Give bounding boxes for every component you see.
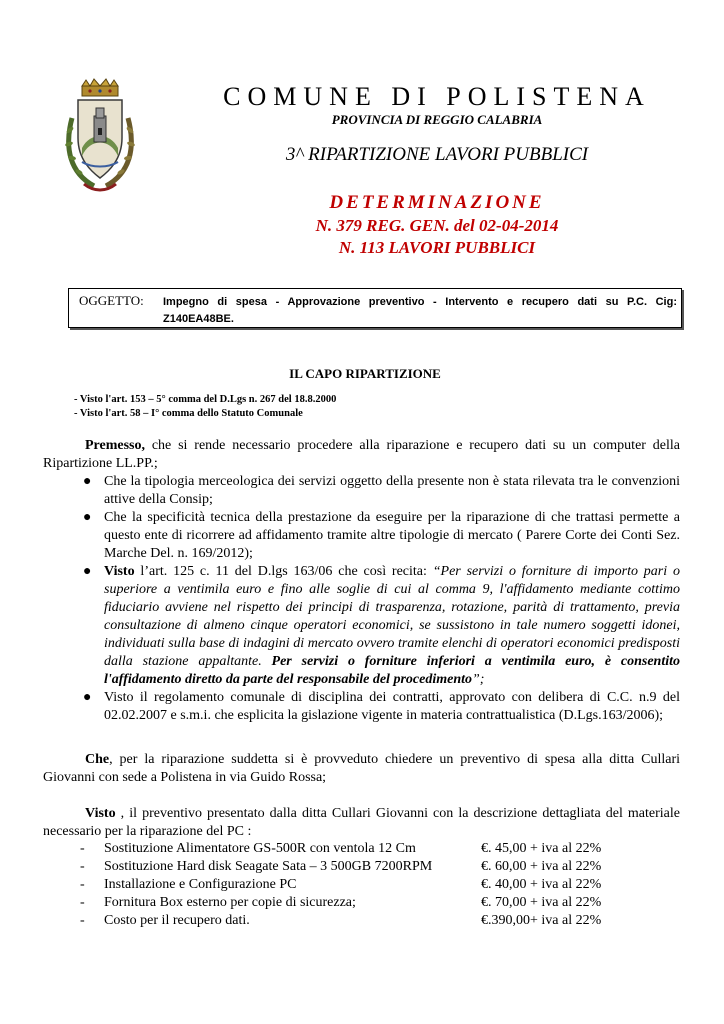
comune-title: COMUNE DI POLISTENA — [223, 82, 651, 111]
cost-label: Sostituzione Hard disk Seagate Sata – 3 500GB 7200RPM — [104, 859, 433, 874]
premesso-lead: Premesso, — [85, 438, 145, 453]
cost-label: Sostituzione Alimentatore GS-500R con ventola 12 Cm — [104, 841, 416, 856]
bullet-text-3 — [104, 563, 680, 689]
dash-icon: - — [80, 841, 85, 856]
visto-norma-1: - Visto l'art. 153 – 5° comma del D.Lgs n. 267 del 18.8.2000 — [74, 394, 337, 405]
capo-heading: IL CAPO RIPARTIZIONE — [289, 366, 441, 381]
bullet-icon: ● — [83, 474, 92, 489]
bullet3-end: ”; — [472, 672, 485, 687]
cost-price: €.390,00+ iva al 22% — [481, 913, 602, 928]
bullet-text-2: Che la specificità tecnica della prestazione da eseguire per la riparazione di che trattasi permette a questo ente di ricorrere ad affidamento tramite altre tipologie di mercato ( Parere Corte dei Conti Sez. Marche Del. n. 169/2012); — [104, 510, 680, 561]
che-lead: Che — [85, 752, 110, 767]
determinazione-title: DETERMINAZIONE — [329, 192, 545, 213]
dash-icon: - — [80, 895, 85, 910]
determinazione-number-reg: N. 379 REG. GEN. del 02-04-2014 — [315, 216, 559, 235]
dash-icon: - — [80, 859, 85, 874]
cost-price: €. 45,00 + iva al 22% — [481, 841, 602, 856]
visto-text: , il preventivo presentato dalla ditta Cullari Giovanni con la descrizione dettagliata del materiale necessario per la riparazione del PC : — [43, 806, 680, 839]
premesso-text: che si rende necessario procedere alla riparazione e recupero dati su un computer della Ripartizione LL.PP.; — [43, 438, 680, 471]
cost-label: Costo per il recupero dati. — [104, 913, 250, 928]
bullet-text-1: Che la tipologia merceologica dei servizi oggetto della presente non è stata rilevata tra le convenzioni attive della Consip; — [104, 474, 680, 507]
bullet-text-4: Visto il regolamento comunale di disciplina dei contratti, approvato con delibera di C.C. n.9 del 02.02.2007 e s.m.i. che esplicita la gislazione vigente in materia contrattualistica (D.Lgs.163/2006); — [104, 690, 680, 723]
oggetto-text: Impegno di spesa - Approvazione preventivo - Intervento e recupero dati su P.C. Cig: Z140EA48BE. — [163, 296, 677, 325]
determinazione-number-lp: N. 113 LAVORI PUBBLICI — [338, 238, 536, 257]
oggetto-label: OGGETTO: — [79, 293, 144, 308]
dash-icon: - — [80, 913, 85, 928]
che-paragraph — [43, 751, 680, 787]
visto-paragraph — [43, 805, 680, 841]
provincia-subtitle: PROVINCIA DI REGGIO CALABRIA — [331, 112, 543, 127]
bullet3-bold: Per servizi o forniture inferiori a ventimila euro, è consentito l'affidamento diretto da parte del responsabile del procedimento — [104, 654, 680, 687]
oggetto-box — [68, 288, 682, 328]
bullet-icon: ● — [83, 564, 92, 579]
bullet-icon: ● — [83, 690, 92, 705]
cost-price: €. 60,00 + iva al 22% — [481, 859, 602, 874]
premesso-paragraph — [43, 437, 680, 473]
bullet3-quote: “Per servizi o forniture di importo pari o superiore a ventimila euro e fino alle soglie di cui al comma 9, l'affidamento mediante cottimo fiduciario avviene nel rispetto dei principi di trasparenza, rotazione, parità di trattamento, previa consultazione di almeno cinque operatori economici, se sussistono in tale numero soggetti idonei, individuati sulla base di indagini di mercato ovvero tramite elenchi di operatori economici predisposti dalla stazione appaltante. — [104, 564, 680, 669]
cost-label: Fornitura Box esterno per copie di sicurezza; — [104, 895, 356, 910]
dash-icon: - — [80, 877, 85, 892]
visto-norma-2: - Visto l'art. 58 – I° comma dello Statuto Comunale — [74, 408, 303, 419]
cost-label: Installazione e Configurazione PC — [104, 877, 297, 892]
ripartizione-heading: 3^ RIPARTIZIONE LAVORI PUBBLICI — [285, 144, 589, 165]
che-text: , per la riparazione suddetta si è provveduto chiedere un preventivo di spesa alla ditta Cullari Giovanni con sede a Polistena in via Guido Rossa; — [43, 752, 680, 785]
visto-lead: Visto — [85, 806, 116, 821]
cost-price: €. 40,00 + iva al 22% — [481, 877, 602, 892]
cost-price: €. 70,00 + iva al 22% — [481, 895, 602, 910]
bullet-icon: ● — [83, 510, 92, 525]
bullet3-text: l’art. 125 c. 11 del D.lgs 163/06 che così recita: — [134, 564, 433, 579]
bullet3-lead: Visto — [104, 564, 135, 579]
municipal-crest-icon — [60, 78, 140, 198]
